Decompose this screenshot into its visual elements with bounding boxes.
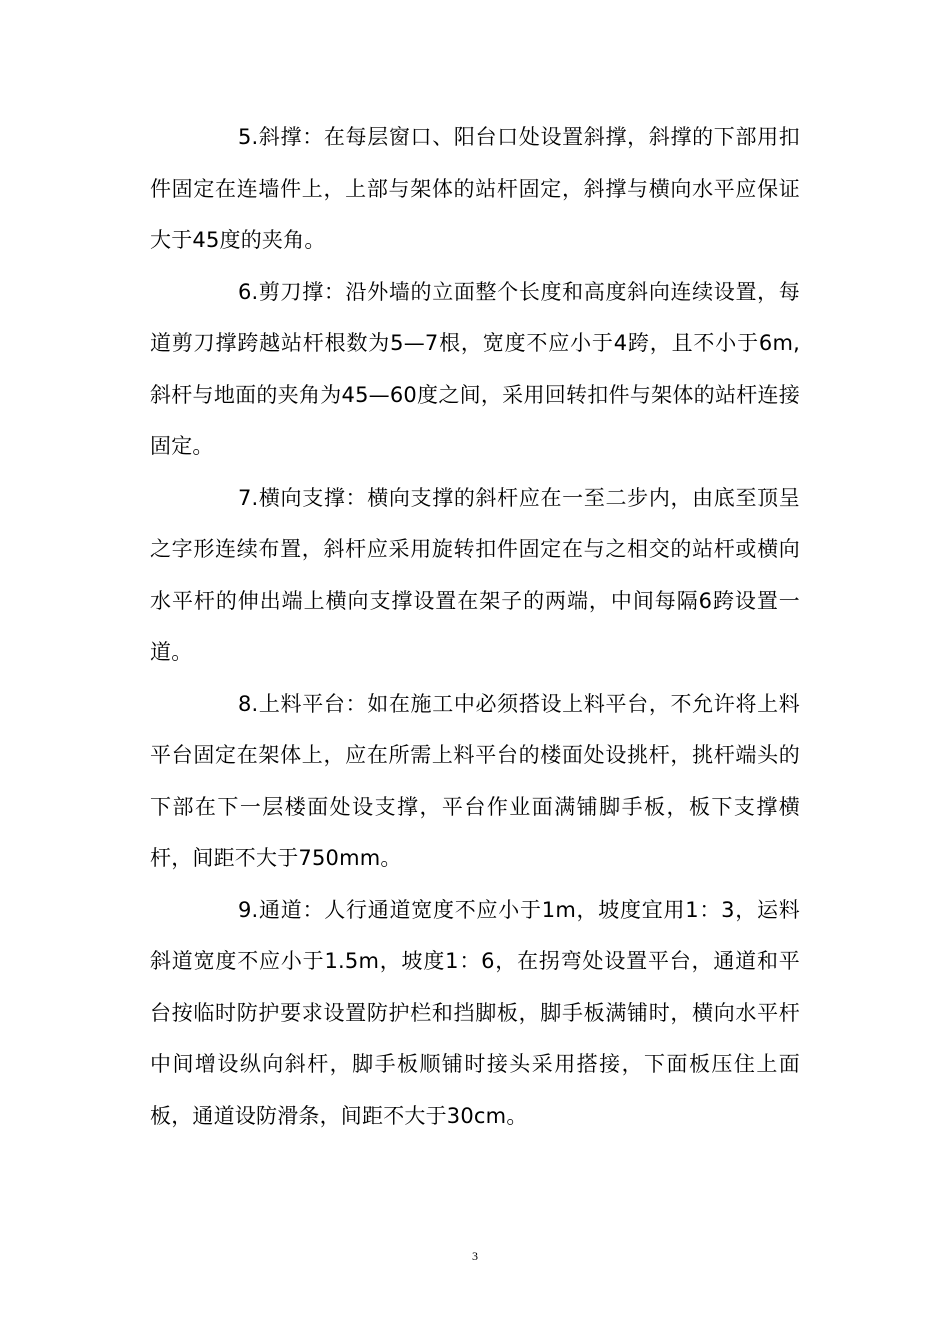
paragraph-transverse-brace: 7.横向支撑：横向支撑的斜杆应在一至二步内，由底至顶呈之字形连续布置，斜杆应采用旋转扣件固定在与之相交的站杆或横向水平杆的伸出端上横向支撑设置在架子的两端，中间每隔6跨设置一道。: [150, 485, 800, 664]
document-body: [150, 112, 800, 1142]
paragraph-passageway: 9.通道：人行通道宽度不应小于1m，坡度宜用1：3，运料斜道宽度不应小于1.5m，坡度1：6，在拐弯处设置平台，通道和平台按临时防护要求设置防护栏和挡脚板，脚手板满铺时，横向水平杆中间增设纵向斜杆，脚手板顺铺时接头采用搭接，下面板压住上面板，通道设防滑条，间距不大于30cm。: [150, 897, 800, 1128]
page-number: 3: [472, 1249, 478, 1263]
paragraph-scissor-brace: 6.剪刀撑：沿外墙的立面整个长度和高度斜向连续设置，每道剪刀撑跨越站杆根数为5—7根，宽度不应小于4跨，且不小于6m,斜杆与地面的夹角为45—60度之间，采用回转扣件与架体的站杆连接固定。: [150, 279, 800, 458]
paragraph-loading-platform: 8.上料平台：如在施工中必须搭设上料平台，不允许将上料平台固定在架体上，应在所需上料平台的楼面处设挑杆，挑杆端头的下部在下一层楼面处设支撑，平台作业面满铺脚手板，板下支撑横杆，间距不大于750mm。: [150, 691, 800, 870]
paragraph-diagonal-brace: 5.斜撑：在每层窗口、阳台口处设置斜撑，斜撑的下部用扣件固定在连墙件上，上部与架体的站杆固定，斜撑与横向水平应保证大于45度的夹角。: [150, 125, 800, 252]
